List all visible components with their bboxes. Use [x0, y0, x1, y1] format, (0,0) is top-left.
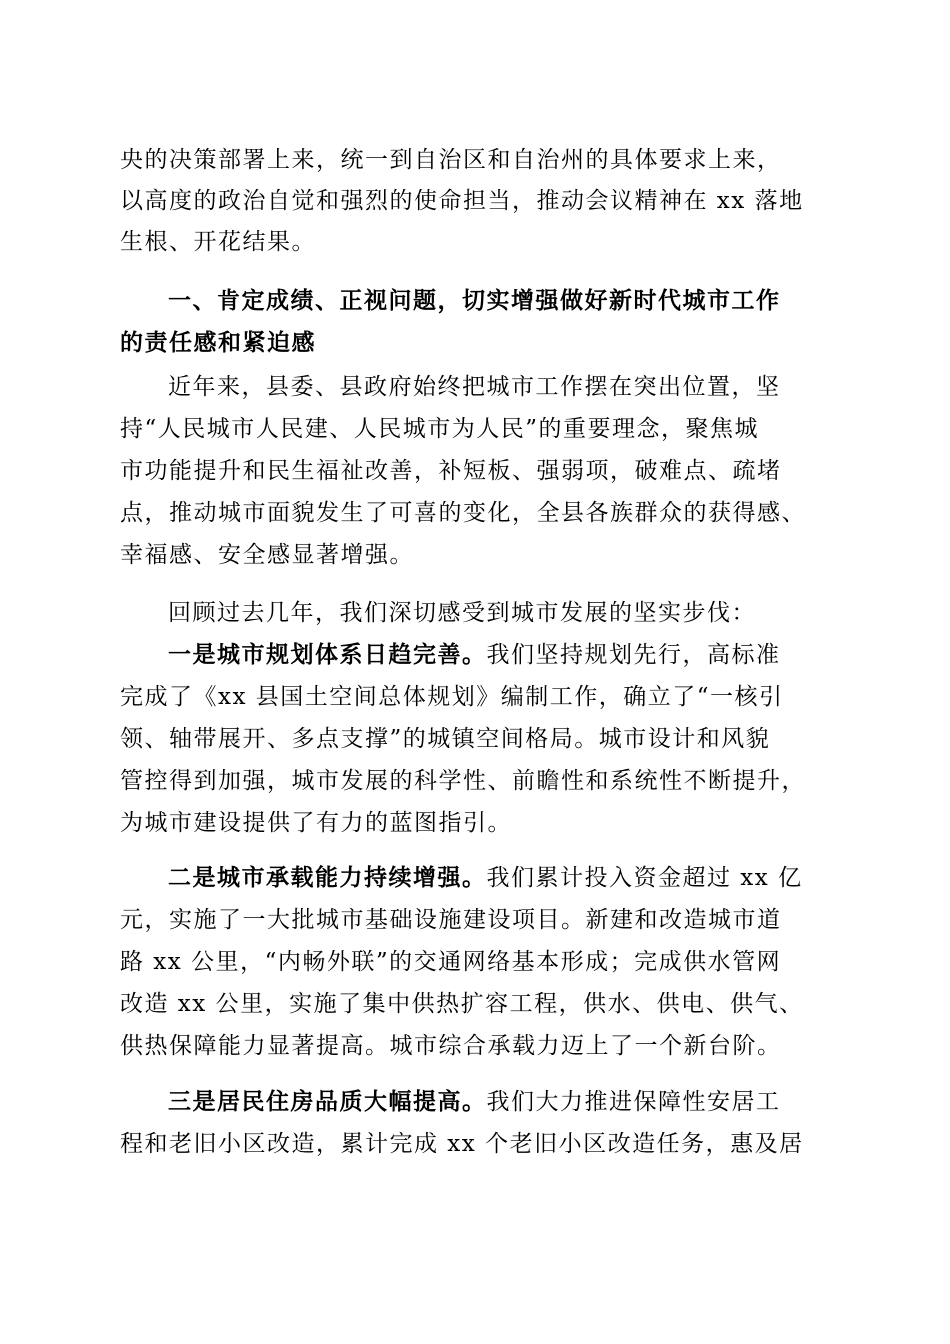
- item1-line-4: 管控得到加强，城市发展的科学性、前瞻性和系统性不断提升，: [120, 768, 806, 794]
- item3-rest: 我们大力推进保障性安居工: [486, 1089, 781, 1115]
- para2-line-1: 回顾过去几年，我们深切感受到城市发展的坚实步伐：: [168, 600, 756, 626]
- para1-line-4: 点，推动城市面貌发生了可喜的变化，全县各族群众的获得感、: [120, 500, 806, 526]
- intro-line-3: 生根、开花结果。: [120, 229, 316, 255]
- item1-first-line: [168, 635, 781, 675]
- item3-lead: 三是居民住房品质大幅提高。: [168, 1088, 487, 1115]
- para1-line-1: 近年来，县委、县政府始终把城市工作摆在突出位置，坚: [168, 374, 781, 400]
- item3-line-2: 程和老旧小区改造，累计完成 xx 个老旧小区改造任务，惠及居: [120, 1131, 804, 1157]
- item1-lead: 一是城市规划体系日趋完善。: [168, 641, 487, 668]
- item2-first-line: [168, 858, 803, 898]
- para1-line-2: 持“人民城市人民建、人民城市为人民”的重要理念，聚焦城: [120, 416, 760, 442]
- section-heading-line-2: 的责任感和紧迫感: [120, 329, 316, 356]
- item3-first-line: [168, 1082, 781, 1122]
- item1-line-5: 为城市建设提供了有力的蓝图指引。: [120, 810, 512, 836]
- section-heading-line-1: 一、肯定成绩、正视问题，切实增强做好新时代城市工作: [168, 287, 781, 314]
- para1-line-3: 市功能提升和民生福祉改善，补短板、强弱项，破难点、疏堵: [120, 458, 782, 484]
- intro-line-1: 央的决策部署上来，统一到自治区和自治州的具体要求上来，: [120, 147, 782, 173]
- item2-line-3: 路 xx 公里，“内畅外联”的交通网络基本形成；完成供水管网: [120, 949, 782, 975]
- item1-rest: 我们坚持规划先行，高标准: [486, 642, 781, 668]
- item2-rest: 我们累计投入资金超过 xx 亿: [486, 865, 803, 891]
- item2-lead: 二是城市承载能力持续增强。: [168, 864, 487, 891]
- intro-line-2: 以高度的政治自觉和强烈的使命担当，推动会议精神在 xx 落地: [120, 188, 804, 214]
- item2-line-5: 供热保障能力显著提高。城市综合承载力迈上了一个新台阶。: [120, 1033, 782, 1059]
- para1-line-5: 幸福感、安全感显著增强。: [120, 542, 414, 568]
- item1-line-2: 完成了《xx 县国土空间总体规划》编制工作，确立了“一核引: [120, 684, 784, 710]
- item2-line-4: 改造 xx 公里，实施了集中供热扩容工程，供水、供电、供气、: [120, 991, 804, 1017]
- item2-line-2: 元，实施了一大批城市基础设施建设项目。新建和改造城市道: [120, 907, 782, 933]
- item1-line-3: 领、轴带展开、多点支撑”的城镇空间格局。城市设计和风貌: [120, 726, 771, 752]
